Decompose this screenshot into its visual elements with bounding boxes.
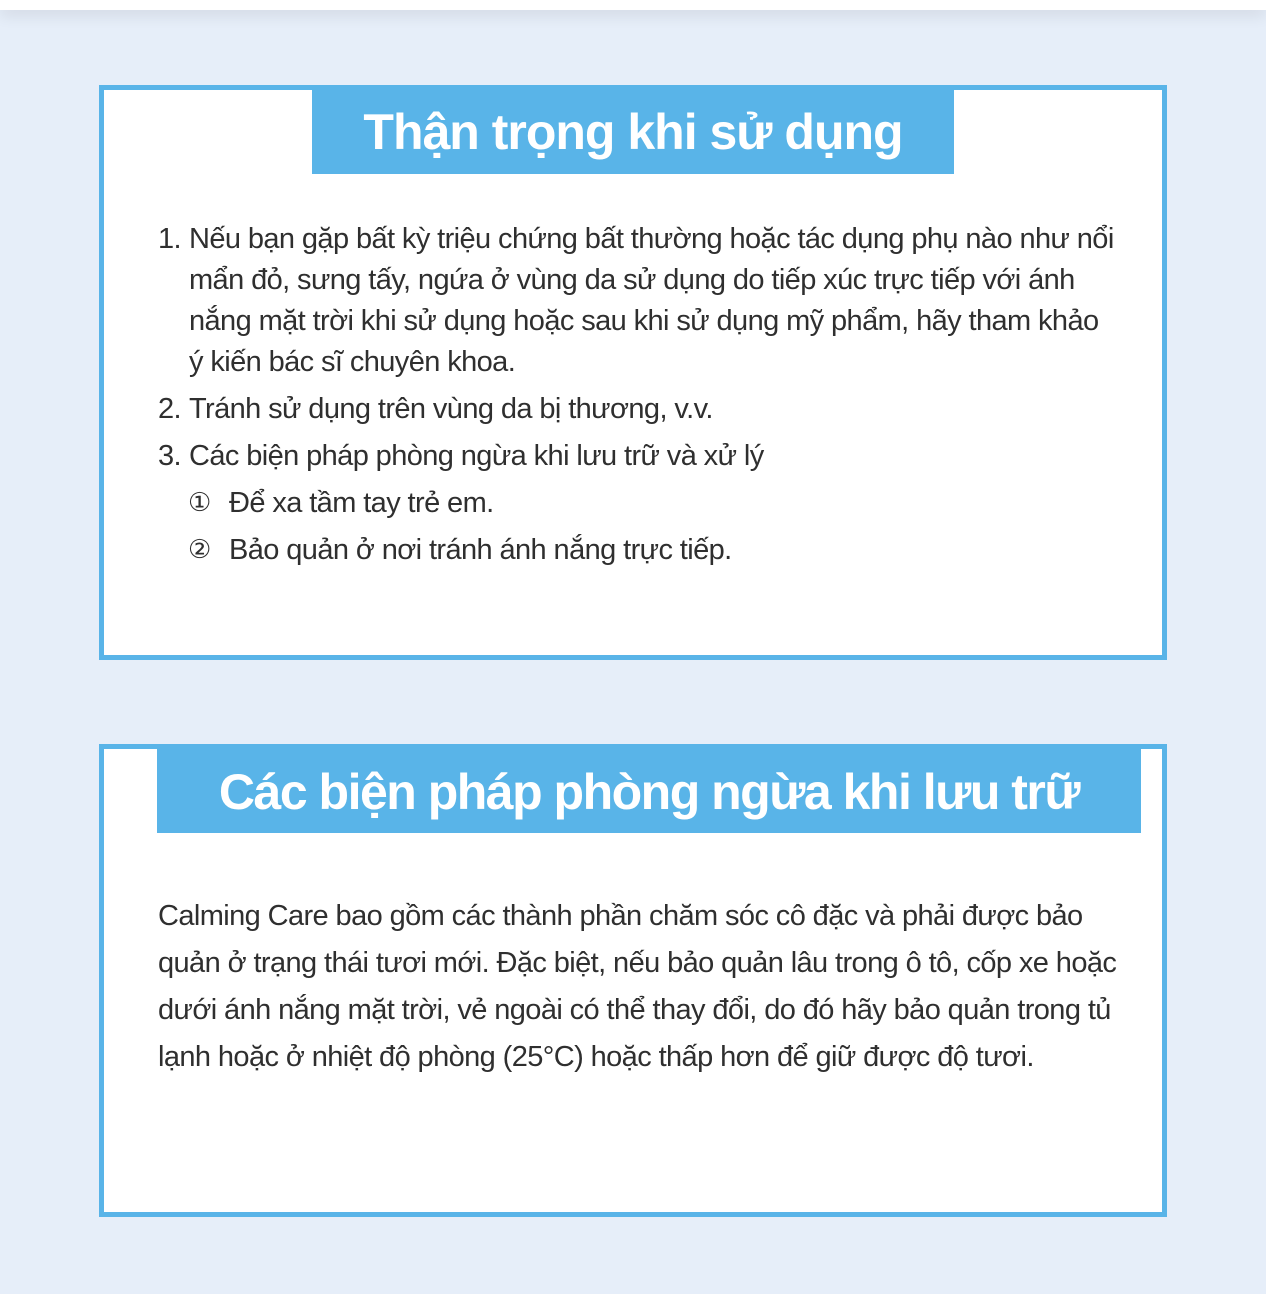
- circled-number-2-icon: ②: [188, 535, 211, 565]
- usage-caution-title: Thận trọng khi sử dụng: [312, 90, 954, 174]
- list-item-number: 3.: [158, 440, 181, 472]
- list-item: [158, 219, 1118, 383]
- storage-precautions-title: Các biện pháp phòng ngừa khi lưu trữ: [157, 749, 1141, 833]
- list-item-text: Nếu bạn gặp bất kỳ triệu chứng bất thường hoặc tác dụng phụ nào như nổi mẩn đỏ, sưng tấy, ngứa ở vùng da sử dụng do tiếp xúc trực tiếp với ánh nắng mặt trời khi sử dụng hoặc sau khi sử dụng mỹ phẩm, hãy tham khảo ý kiến bác sĩ chuyên khoa.: [189, 223, 1114, 378]
- usage-caution-card: [99, 85, 1167, 660]
- list-item-text: Các biện pháp phòng ngừa khi lưu trữ và xử lý: [189, 440, 764, 472]
- sub-list-item: [158, 483, 1118, 524]
- list-item: [158, 389, 1118, 430]
- sub-list-item-text: Bảo quản ở nơi tránh ánh nắng trực tiếp.: [229, 534, 732, 566]
- top-bar: [0, 0, 1266, 10]
- sub-list-item-text: Để xa tầm tay trẻ em.: [229, 487, 494, 519]
- storage-precautions-paragraph: Calming Care bao gồm các thành phần chăm sóc cô đặc và phải được bảo quản ở trạng thái tươi mới. Đặc biệt, nếu bảo quản lâu trong ô tô, cốp xe hoặc dưới ánh nắng mặt trời, vẻ ngoài có thể thay đổi, do đó hãy bảo quản trong tủ lạnh hoặc ở nhiệt độ phòng (25°C) hoặc thấp hơn để giữ được độ tươi.: [158, 900, 1117, 1073]
- sub-list-item: [158, 530, 1118, 571]
- circled-number-1-icon: ①: [188, 488, 211, 518]
- list-item: [158, 436, 1118, 477]
- storage-precautions-card: [99, 744, 1167, 1217]
- list-item-number: 1.: [158, 223, 181, 255]
- caution-list: [158, 219, 1118, 577]
- list-item-text: Tránh sử dụng trên vùng da bị thương, v.v.: [189, 393, 713, 425]
- list-item-number: 2.: [158, 393, 181, 425]
